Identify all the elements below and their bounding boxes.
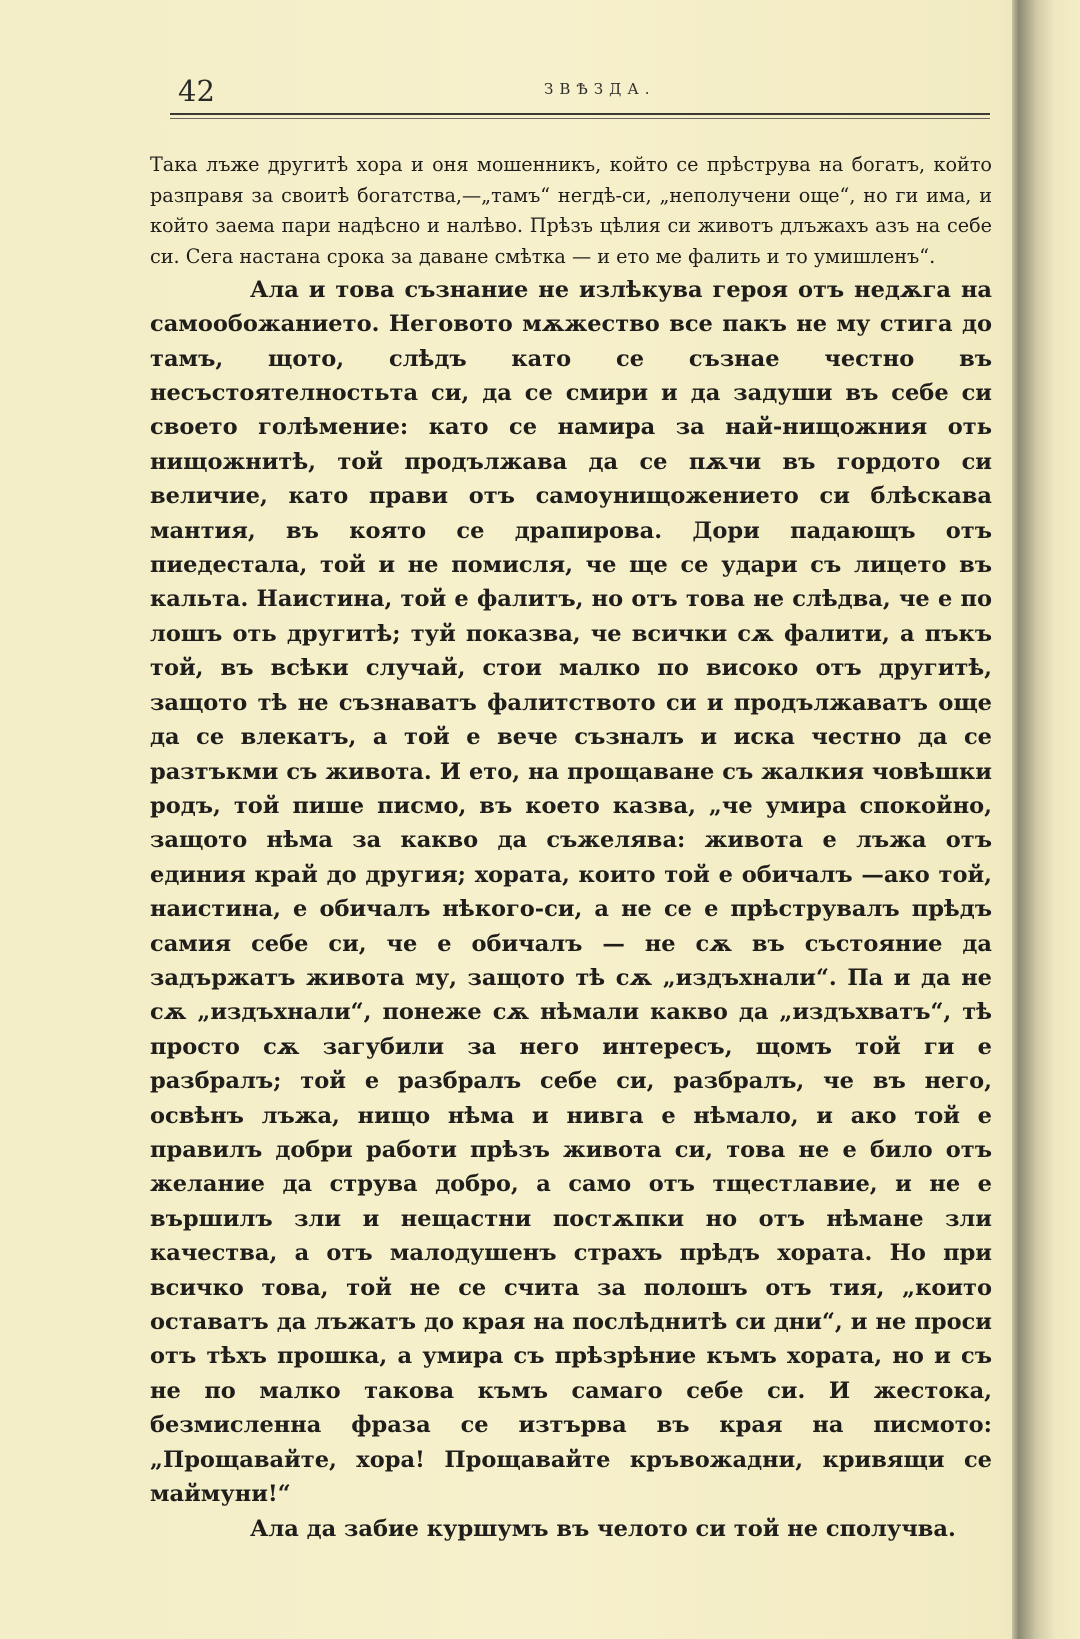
header-rule — [170, 113, 990, 115]
header-rule-thin — [170, 118, 990, 119]
paragraph-1: Така лъже другитѣ хора и оня мошенникъ, който се прѣструва на богатъ, който разправя за своитѣ богатства,—„тамъ“ негдѣ-си, „неполучени още“, но ги има, и който заема пари надѣсно и налѣво. Прѣзъ цѣлия си животъ длъжахъ азъ на себе си. Сега настана срока за даване смѣтка — и ето ме фалить и то умишленъ“. — [150, 153, 992, 269]
page-shadow — [1018, 0, 1080, 1639]
paragraph-2: Ала и това съзнание не излѣкува героя отъ недѫга на самообожанието. Неговото мѫжество все пакъ не му стига до тамъ, щото, слѣдъ като се съзнае честно въ несъстоятелностьта си, да се смири и да задуши въ себе си своето голѣмение: като се намира за най-нищожния оть нищожнитѣ, той продължава да се пѫчи въ гордото си величие, като прави отъ самоунищожението си блѣскава мантия, въ която се драпирова. Дори падающъ отъ пиедестала, той и не помисля, че ще се удари съ лицето въ кальта. Наистина, той е фалитъ, но отъ това не слѣдва, че е по лошъ оть другитѣ; туй показва, че всички сѫ фалити, а пъкъ той, въ всѣки случай, стои малко по високо отъ другитѣ, защото тѣ не съзнаватъ фалитството си и продължаватъ още да се влекатъ, а той е вече съзналъ и иска честно да се разтъкми съ живота. И ето, на прощаване съ жалкия човѣшки родъ, той пише писмо, въ което казва, „че умира спокойно, защото нѣма за какво да съжелява: живота е лъжа отъ единия край до другия; хората, които той е обичалъ —ако той, наистина, е обичалъ нѣкого-си, а не се е прѣструвалъ прѣдъ самия себе си, че е обичалъ — не сѫ въ състояние да задържатъ живота му, защото тѣ сѫ „издъхнали“. Па и да не сѫ „издъхнали“, понеже сѫ нѣмали какво да „издъхватъ“, тѣ просто сѫ загубили за него интересъ, щомъ той ги е разбралъ; той е разбралъ себе си, разбралъ, че въ него, освѣнъ лъжа, нищо нѣма и нивга е нѣмало, и ако той е правилъ добри работи прѣзъ живота си, това не е било отъ желание да струва добро, а само отъ тщестлавие, и не е вършилъ зли и нещастни постѫпки но отъ нѣмане зли качества, а отъ малодушенъ страхъ прѣдъ хората. Но при всичко това, той не се счита за полошъ отъ тия, „които оставатъ да лъжатъ до края на послѣднитѣ си дни“, и не проси отъ тѣхъ прошка, а умира съ прѣзрѣние къмъ хората, но и съ не по малко такова къмъ самаго себе си. И жестока, безмисленна фраза се изтърва въ края на писмото: „Прощавайте, хора! Прощавайте кръвожадни, кривящи се маймуни!“ — [150, 276, 992, 1508]
running-head: ЗВѢЗДА. — [544, 80, 656, 98]
body-text — [150, 150, 992, 1547]
paragraph-3: Ала да забие куршумъ въ челото си той не сполучва. — [250, 1516, 956, 1543]
page-number: 42 — [178, 74, 215, 108]
